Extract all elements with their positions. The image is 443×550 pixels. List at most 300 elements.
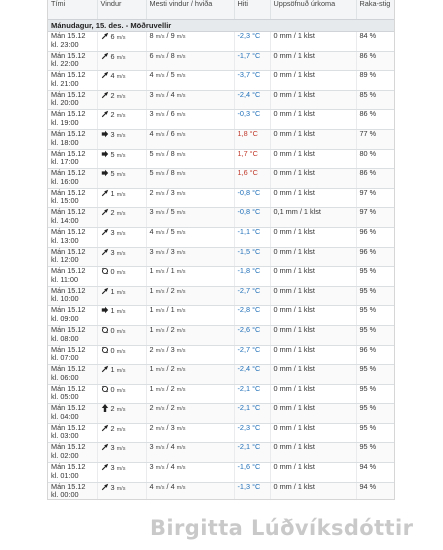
wind-arrow-east-icon <box>101 150 109 158</box>
time-day: Mán 15.12 <box>51 168 86 178</box>
max-wind-unit: m/s <box>155 269 165 276</box>
temperature-cell: -0,3 °C <box>234 110 270 130</box>
humidity-cell: 95 % <box>356 365 394 385</box>
time-clock: kl. 10:00 <box>51 294 79 304</box>
wind-speed: 0 <box>110 345 115 355</box>
max-wind: 4 <box>149 129 154 138</box>
time-clock: kl. 04:00 <box>51 411 79 421</box>
time-cell <box>48 32 97 52</box>
wind-arrow-northeast-icon <box>101 365 109 373</box>
gust-cell: 3 m/s / 6 m/s <box>146 110 234 130</box>
gust-unit: m/s <box>176 347 186 354</box>
wind-unit: m/s <box>116 74 126 81</box>
signature-watermark: Birgitta Lúðvíksdóttir <box>150 516 414 540</box>
max-wind: 3 <box>149 247 154 256</box>
time-clock: kl. 22:00 <box>51 59 79 69</box>
gust-unit: m/s <box>176 249 186 256</box>
gust-unit: m/s <box>176 190 186 197</box>
time-day: Mán 15.12 <box>51 109 86 119</box>
table-row <box>48 129 394 149</box>
table-row <box>48 365 394 385</box>
gust-cell: 3 m/s / 4 m/s <box>146 90 234 110</box>
calm-wind-icon <box>101 385 109 393</box>
wind-speed: 2 <box>110 423 115 433</box>
table-row <box>48 110 394 130</box>
table-row <box>48 208 394 228</box>
wind-cell <box>97 345 146 365</box>
wind-unit: m/s <box>116 407 126 414</box>
time-day: Mán 15.12 <box>51 345 86 354</box>
precipitation-cell: 0 mm / 1 klst <box>270 463 356 483</box>
temperature-cell: -1,6 °C <box>234 463 270 483</box>
gust-speed: 3 <box>170 423 175 432</box>
wind-speed: 3 <box>110 482 115 492</box>
wind-speed: 0 <box>110 384 115 394</box>
max-wind-unit: m/s <box>155 34 165 40</box>
gust-speed: 4 <box>170 442 175 452</box>
wind-speed: 0 <box>110 267 115 277</box>
precipitation-cell: 0 mm / 1 klst <box>270 306 356 326</box>
max-wind: 3 <box>149 90 154 99</box>
gust-unit: m/s <box>176 308 186 315</box>
gust-cell: 3 m/s / 4 m/s <box>146 443 234 463</box>
gust-speed: 6 <box>170 109 175 119</box>
wind-speed: 1 <box>110 188 115 198</box>
time-clock: kl. 12:00 <box>51 255 79 265</box>
max-wind-unit: m/s <box>155 288 165 295</box>
table-row <box>48 404 394 424</box>
max-wind: 1 <box>149 305 154 315</box>
humidity-cell: 86 % <box>356 169 394 189</box>
calm-wind-icon <box>101 346 109 354</box>
gust-unit: m/s <box>176 229 186 236</box>
precipitation-cell: 0 mm / 1 klst <box>270 247 356 267</box>
wind-unit: m/s <box>116 309 126 316</box>
wind-unit: m/s <box>116 426 126 433</box>
wind-unit: m/s <box>116 93 126 100</box>
temperature-cell: -2,8 °C <box>234 306 270 326</box>
wind-unit: m/s <box>116 368 126 375</box>
max-wind-unit: m/s <box>155 112 165 119</box>
gust-cell: 2 m/s / 3 m/s <box>146 188 234 208</box>
time-cell <box>48 71 97 91</box>
gust-speed: 1 <box>170 266 175 276</box>
calm-wind-icon <box>101 267 109 275</box>
time-clock: kl. 01:00 <box>51 470 79 480</box>
temperature-cell: -1,3 °C <box>234 482 270 500</box>
max-wind-unit: m/s <box>155 327 165 334</box>
time-day: Mán 15.12 <box>51 90 86 99</box>
wind-speed: 2 <box>110 110 115 120</box>
precipitation-cell: 0 mm / 1 klst <box>270 71 356 91</box>
table-row <box>48 286 394 306</box>
time-cell <box>48 51 97 71</box>
max-wind-unit: m/s <box>155 210 165 217</box>
wind-unit: m/s <box>116 152 126 159</box>
time-cell <box>48 384 97 404</box>
wind-unit: m/s <box>116 113 126 120</box>
wind-cell <box>97 247 146 267</box>
wind-cell <box>97 384 146 404</box>
max-wind-unit: m/s <box>155 465 165 472</box>
gust-unit: m/s <box>176 171 186 178</box>
time-clock: kl. 20:00 <box>51 98 79 108</box>
wind-cell <box>97 482 146 500</box>
table-row <box>48 90 394 110</box>
gust-cell: 2 m/s / 3 m/s <box>146 423 234 443</box>
time-cell <box>48 149 97 169</box>
wind-arrow-east-icon <box>101 169 109 177</box>
time-cell <box>48 110 97 130</box>
time-day: Mán 15.12 <box>51 31 86 40</box>
gust-unit: m/s <box>176 112 186 119</box>
temperature-cell: -2,7 °C <box>234 345 270 365</box>
gust-speed: 4 <box>170 482 175 491</box>
humidity-cell: 86 % <box>356 51 394 71</box>
time-day: Mán 15.12 <box>51 423 86 432</box>
gust-unit: m/s <box>176 445 186 452</box>
precipitation-cell: 0 mm / 1 klst <box>270 384 356 404</box>
wind-arrow-northeast-icon <box>101 32 109 40</box>
temperature-cell: -1,1 °C <box>234 227 270 247</box>
precipitation-cell: 0 mm / 1 klst <box>270 345 356 365</box>
time-day: Mán 15.12 <box>51 364 86 374</box>
max-wind-unit: m/s <box>155 92 165 99</box>
table-row <box>48 306 394 326</box>
gust-cell: 4 m/s / 4 m/s <box>146 482 234 500</box>
table-row <box>48 71 394 91</box>
temperature-cell: -1,7 °C <box>234 51 270 71</box>
table-row <box>48 169 394 189</box>
max-wind-unit: m/s <box>155 386 165 393</box>
wind-cell <box>97 188 146 208</box>
gust-unit: m/s <box>176 73 186 80</box>
header-precip: Uppsöfnuð úrkoma <box>270 0 356 20</box>
gust-cell: 1 m/s / 2 m/s <box>146 365 234 385</box>
gust-unit: m/s <box>176 269 186 276</box>
max-wind: 2 <box>149 403 154 413</box>
gust-unit: m/s <box>176 151 186 158</box>
wind-unit: m/s <box>116 387 126 394</box>
time-clock: kl. 05:00 <box>51 392 79 402</box>
gust-speed: 3 <box>170 188 175 197</box>
humidity-cell: 95 % <box>356 423 394 443</box>
time-clock: kl. 08:00 <box>51 333 79 343</box>
humidity-cell: 86 % <box>356 110 394 130</box>
time-clock: kl. 06:00 <box>51 372 79 382</box>
wind-speed: 0 <box>110 325 115 335</box>
wind-speed: 3 <box>110 227 115 237</box>
gust-speed: 3 <box>170 345 175 354</box>
wind-cell <box>97 110 146 130</box>
max-wind: 2 <box>149 423 154 432</box>
time-clock: kl. 09:00 <box>51 313 79 323</box>
wind-speed: 1 <box>110 306 115 316</box>
precipitation-cell: 0 mm / 1 klst <box>270 404 356 424</box>
max-wind: 3 <box>149 109 154 119</box>
gust-cell: 2 m/s / 3 m/s <box>146 345 234 365</box>
temperature-cell: 1,7 °C <box>234 149 270 169</box>
time-cell <box>48 365 97 385</box>
gust-unit: m/s <box>176 92 186 99</box>
header-temp: Hiti <box>234 0 270 20</box>
precipitation-cell: 0 mm / 1 klst <box>270 188 356 208</box>
gust-cell: 1 m/s / 2 m/s <box>146 286 234 306</box>
wind-arrow-northeast-icon <box>101 189 109 197</box>
wind-unit: m/s <box>116 132 126 139</box>
time-cell <box>48 443 97 463</box>
wind-cell <box>97 463 146 483</box>
gust-unit: m/s <box>176 131 186 138</box>
gust-speed: 9 <box>170 31 175 40</box>
precipitation-cell: 0 mm / 1 klst <box>270 267 356 287</box>
precipitation-cell: 0 mm / 1 klst <box>270 443 356 463</box>
wind-unit: m/s <box>116 466 126 473</box>
wind-unit: m/s <box>116 211 126 218</box>
time-clock: kl. 02:00 <box>51 451 79 461</box>
temperature-cell: -0,8 °C <box>234 188 270 208</box>
max-wind-unit: m/s <box>155 151 165 158</box>
time-day: Mán 15.12 <box>51 247 86 256</box>
calm-wind-icon <box>101 326 109 334</box>
gust-speed: 6 <box>170 129 175 138</box>
table-row <box>48 325 394 345</box>
humidity-cell: 89 % <box>356 71 394 91</box>
wind-speed: 5 <box>110 149 115 159</box>
time-clock: kl. 17:00 <box>51 157 79 167</box>
table-body <box>48 32 394 501</box>
wind-speed: 3 <box>110 463 115 473</box>
wind-cell <box>97 51 146 71</box>
wind-speed: 6 <box>110 32 115 41</box>
time-cell <box>48 306 97 326</box>
max-wind: 6 <box>149 51 154 60</box>
time-day: Mán 15.12 <box>51 129 86 138</box>
max-wind-unit: m/s <box>155 249 165 256</box>
wind-cell <box>97 71 146 91</box>
table-row <box>48 345 394 365</box>
temperature-cell: -2,6 °C <box>234 325 270 345</box>
humidity-cell: 85 % <box>356 90 394 110</box>
wind-cell <box>97 443 146 463</box>
time-day: Mán 15.12 <box>51 266 86 276</box>
time-clock: kl. 15:00 <box>51 196 79 206</box>
gust-speed: 8 <box>170 149 175 158</box>
time-cell <box>48 463 97 483</box>
gust-speed: 4 <box>170 90 175 99</box>
table-row <box>48 32 394 52</box>
gust-cell: 1 m/s / 2 m/s <box>146 384 234 404</box>
wind-unit: m/s <box>116 191 126 198</box>
weather-table-panel <box>47 0 395 500</box>
gust-speed: 2 <box>170 286 175 295</box>
wind-arrow-northeast-icon <box>101 463 109 471</box>
wind-arrow-northeast-icon <box>101 443 109 451</box>
precipitation-cell: 0 mm / 1 klst <box>270 423 356 443</box>
time-cell <box>48 482 97 500</box>
wind-speed: 2 <box>110 90 115 100</box>
header-time: Tími <box>48 0 97 20</box>
max-wind: 4 <box>149 70 154 80</box>
gust-cell: 1 m/s / 1 m/s <box>146 267 234 287</box>
wind-cell <box>97 227 146 247</box>
gust-cell: 3 m/s / 3 m/s <box>146 247 234 267</box>
precipitation-cell: 0 mm / 1 klst <box>270 286 356 306</box>
wind-unit: m/s <box>116 289 126 296</box>
wind-arrow-northeast-icon <box>101 424 109 432</box>
time-cell <box>48 129 97 149</box>
precipitation-cell: 0 mm / 1 klst <box>270 110 356 130</box>
time-clock: kl. 14:00 <box>51 215 79 225</box>
table-row <box>48 149 394 169</box>
time-day: Mán 15.12 <box>51 188 86 197</box>
humidity-cell: 96 % <box>356 345 394 365</box>
temperature-cell: -2,3 °C <box>234 32 270 52</box>
precipitation-cell: 0 mm / 1 klst <box>270 129 356 149</box>
time-clock: kl. 00:00 <box>51 490 79 500</box>
time-clock: kl. 19:00 <box>51 117 79 127</box>
time-day: Mán 15.12 <box>51 286 86 295</box>
time-day: Mán 15.12 <box>51 70 86 80</box>
wind-unit: m/s <box>116 485 126 492</box>
wind-cell <box>97 404 146 424</box>
gust-cell: 1 m/s / 2 m/s <box>146 325 234 345</box>
wind-arrow-northeast-icon <box>101 71 109 79</box>
humidity-cell: 95 % <box>356 325 394 345</box>
wind-speed: 2 <box>110 208 115 218</box>
temperature-cell: -1,8 °C <box>234 267 270 287</box>
time-clock: kl. 21:00 <box>51 78 79 88</box>
gust-unit: m/s <box>176 406 186 413</box>
gust-speed: 8 <box>170 168 175 178</box>
wind-unit: m/s <box>116 250 126 257</box>
header-wind: Vindur <box>97 0 146 20</box>
max-wind: 1 <box>149 384 154 393</box>
max-wind: 4 <box>149 227 154 236</box>
header-gust: Mesti vindur / hviða <box>146 0 234 20</box>
max-wind-unit: m/s <box>155 190 165 197</box>
max-wind: 5 <box>149 149 154 158</box>
wind-arrow-north-icon <box>101 404 109 412</box>
max-wind: 2 <box>149 188 154 197</box>
wind-arrow-northeast-icon <box>101 248 109 256</box>
gust-cell: 4 m/s / 5 m/s <box>146 227 234 247</box>
max-wind-unit: m/s <box>155 445 165 452</box>
header-humidity: Raka-stig <box>356 0 394 20</box>
gust-speed: 5 <box>170 70 175 80</box>
time-clock: kl. 18:00 <box>51 137 79 147</box>
precipitation-cell: 0 mm / 1 klst <box>270 169 356 189</box>
table-row <box>48 463 394 483</box>
wind-speed: 1 <box>110 365 115 375</box>
table-row <box>48 227 394 247</box>
table-row <box>48 247 394 267</box>
humidity-cell: 97 % <box>356 208 394 228</box>
humidity-cell: 77 % <box>356 129 394 149</box>
time-cell <box>48 423 97 443</box>
time-day: Mán 15.12 <box>51 384 86 393</box>
max-wind-unit: m/s <box>155 308 165 315</box>
wind-arrow-northeast-icon <box>101 110 109 118</box>
precipitation-cell: 0 mm / 1 klst <box>270 149 356 169</box>
humidity-cell: 94 % <box>356 482 394 500</box>
gust-unit: m/s <box>176 425 186 432</box>
temperature-cell: -0,8 °C <box>234 208 270 228</box>
precipitation-cell: 0 mm / 1 klst <box>270 51 356 71</box>
wind-unit: m/s <box>116 348 126 355</box>
humidity-cell: 95 % <box>356 384 394 404</box>
time-clock: kl. 03:00 <box>51 431 79 441</box>
time-cell <box>48 286 97 306</box>
wind-cell <box>97 32 146 52</box>
table-row <box>48 267 394 287</box>
gust-unit: m/s <box>176 34 186 40</box>
temperature-cell: -2,1 °C <box>234 443 270 463</box>
wind-cell <box>97 129 146 149</box>
gust-cell: 5 m/s / 8 m/s <box>146 149 234 169</box>
max-wind: 2 <box>149 345 154 354</box>
precipitation-cell: 0,1 mm / 1 klst <box>270 208 356 228</box>
temperature-cell: -2,3 °C <box>234 423 270 443</box>
time-clock: kl. 07:00 <box>51 353 79 363</box>
humidity-cell: 94 % <box>356 463 394 483</box>
max-wind-unit: m/s <box>155 425 165 432</box>
max-wind-unit: m/s <box>155 53 165 60</box>
wind-cell <box>97 90 146 110</box>
gust-cell: 3 m/s / 4 m/s <box>146 463 234 483</box>
gust-cell: 4 m/s / 5 m/s <box>146 71 234 91</box>
wind-arrow-east-icon <box>101 130 109 138</box>
max-wind: 1 <box>149 266 154 276</box>
wind-unit: m/s <box>116 172 126 179</box>
time-day: Mán 15.12 <box>51 482 86 491</box>
time-day: Mán 15.12 <box>51 462 86 472</box>
max-wind-unit: m/s <box>155 229 165 236</box>
time-clock: kl. 23:00 <box>51 39 79 49</box>
gust-unit: m/s <box>176 288 186 295</box>
time-day: Mán 15.12 <box>51 227 86 236</box>
gust-cell: 5 m/s / 8 m/s <box>146 169 234 189</box>
wind-cell <box>97 208 146 228</box>
time-cell <box>48 325 97 345</box>
wind-unit: m/s <box>116 446 126 453</box>
precipitation-cell: 0 mm / 1 klst <box>270 227 356 247</box>
temperature-cell: 1,6 °C <box>234 169 270 189</box>
gust-speed: 2 <box>170 403 175 413</box>
max-wind: 3 <box>149 207 154 217</box>
max-wind: 3 <box>149 442 154 452</box>
gust-unit: m/s <box>176 327 186 334</box>
gust-speed: 4 <box>170 462 175 472</box>
time-cell <box>48 208 97 228</box>
time-day: Mán 15.12 <box>51 305 86 315</box>
temperature-cell: -3,7 °C <box>234 71 270 91</box>
time-day: Mán 15.12 <box>51 325 86 334</box>
wind-cell <box>97 169 146 189</box>
wind-speed: 3 <box>110 129 115 139</box>
gust-speed: 5 <box>170 227 175 236</box>
table-header <box>48 0 394 20</box>
wind-cell <box>97 365 146 385</box>
max-wind: 1 <box>149 286 154 295</box>
wind-unit: m/s <box>116 328 126 335</box>
gust-unit: m/s <box>176 386 186 393</box>
humidity-cell: 95 % <box>356 267 394 287</box>
time-day: Mán 15.12 <box>51 51 86 60</box>
wind-unit: m/s <box>116 270 126 277</box>
wind-speed: 3 <box>110 247 115 257</box>
max-wind-unit: m/s <box>155 347 165 354</box>
